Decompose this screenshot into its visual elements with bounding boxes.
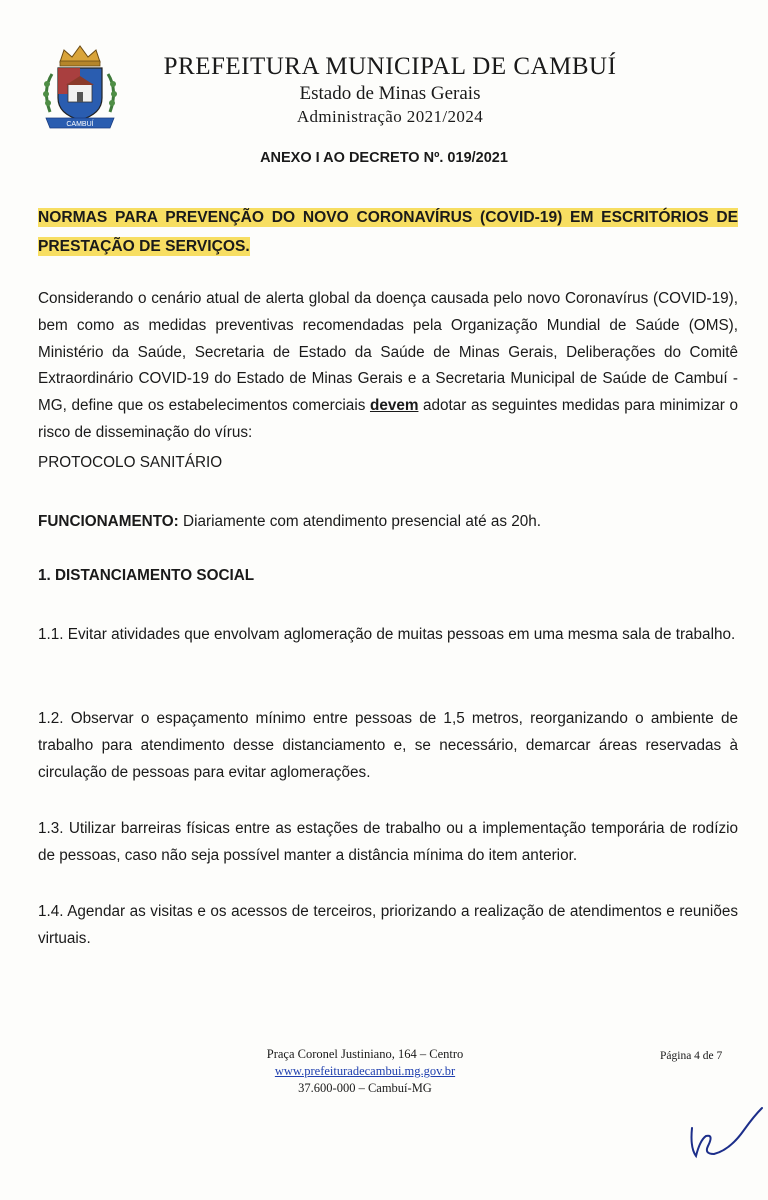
crest-label: CAMBUÍ <box>66 121 94 128</box>
section-heading: 1. DISTANCIAMENTO SOCIAL <box>38 567 255 584</box>
signature-icon <box>686 1100 766 1170</box>
intro-text-after: adotar as seguintes medidas para minimizar o risco de disseminação do vírus: <box>38 397 738 441</box>
letterhead <box>130 52 650 128</box>
item-1-3: 1.3. Utilizar barreiras físicas entre as estações de trabalho ou a implementação temporária de rodízio de pessoas, caso não seja possível manter a distância mínima do item anterior. <box>38 820 738 864</box>
funcionamento-text: Diariamente com atendimento presencial até as 20h. <box>183 513 542 530</box>
footer-cep: 37.600-000 – Cambuí-MG <box>298 1081 432 1095</box>
funcionamento-label: FUNCIONAMENTO: <box>38 513 179 530</box>
intro-emphasis: devem <box>369 397 419 415</box>
item-1-4: 1.4. Agendar as visitas e os acessos de terceiros, priorizando a realização de atendimentos e reuniões virtuais. <box>38 903 738 947</box>
item-1-1: 1.1. Evitar atividades que envolvam aglomeração de muitas pessoas em uma mesma sala de trabalho. <box>38 626 736 643</box>
footer-address-block <box>220 1046 510 1097</box>
norms-title <box>38 203 738 261</box>
footer-address: Praça Coronel Justiniano, 164 – Centro <box>266 1047 464 1061</box>
coat-of-arms-icon <box>34 40 126 132</box>
page-number: Página 4 de 7 <box>660 1050 723 1062</box>
state-subtitle: Estado de Minas Gerais <box>299 83 481 104</box>
intro-paragraph <box>38 286 738 447</box>
intro-text-before: Considerando o cenário atual de alerta global da doença causada pelo novo Coronavírus (COVID-19), bem como as medidas preventivas recomendadas pela Organização Mundial de Saúde (OMS), Ministério da Saúde, Secretaria de Estado da Saúde de Minas Gerais, Deliberações do Comitê Extraordinário COVID-19 do Estado de Minas Gerais e a Secretaria Municipal de Saúde de Cambuí - MG, define que os estabelecimentos comerciais <box>38 290 738 415</box>
item-1-2: 1.2. Observar o espaçamento mínimo entre pessoas de 1,5 metros, reorganizando o ambiente de trabalho para atendimento desse distanciamento e, se necessário, demarcar áreas reservadas à circulação de pessoas para evitar aglomerações. <box>38 710 738 781</box>
protocol-label: PROTOCOLO SANITÁRIO <box>38 454 223 471</box>
footer-website-link[interactable]: www.prefeituradecambui.mg.gov.br <box>274 1064 456 1078</box>
municipality-title: PREFEITURA MUNICIPAL DE CAMBUÍ <box>163 53 617 80</box>
funcionamento-line <box>38 509 738 535</box>
norms-title-highlight: NORMAS PARA PREVENÇÃO DO NOVO CORONAVÍRUS (COVID-19) EM ESCRITÓRIOS DE PRESTAÇÃO DE SERVIÇOS. <box>38 209 738 255</box>
administration-subtitle: Administração 2021/2024 <box>296 107 484 126</box>
decree-title: ANEXO I AO DECRETO Nº. 019/2021 <box>260 150 508 166</box>
